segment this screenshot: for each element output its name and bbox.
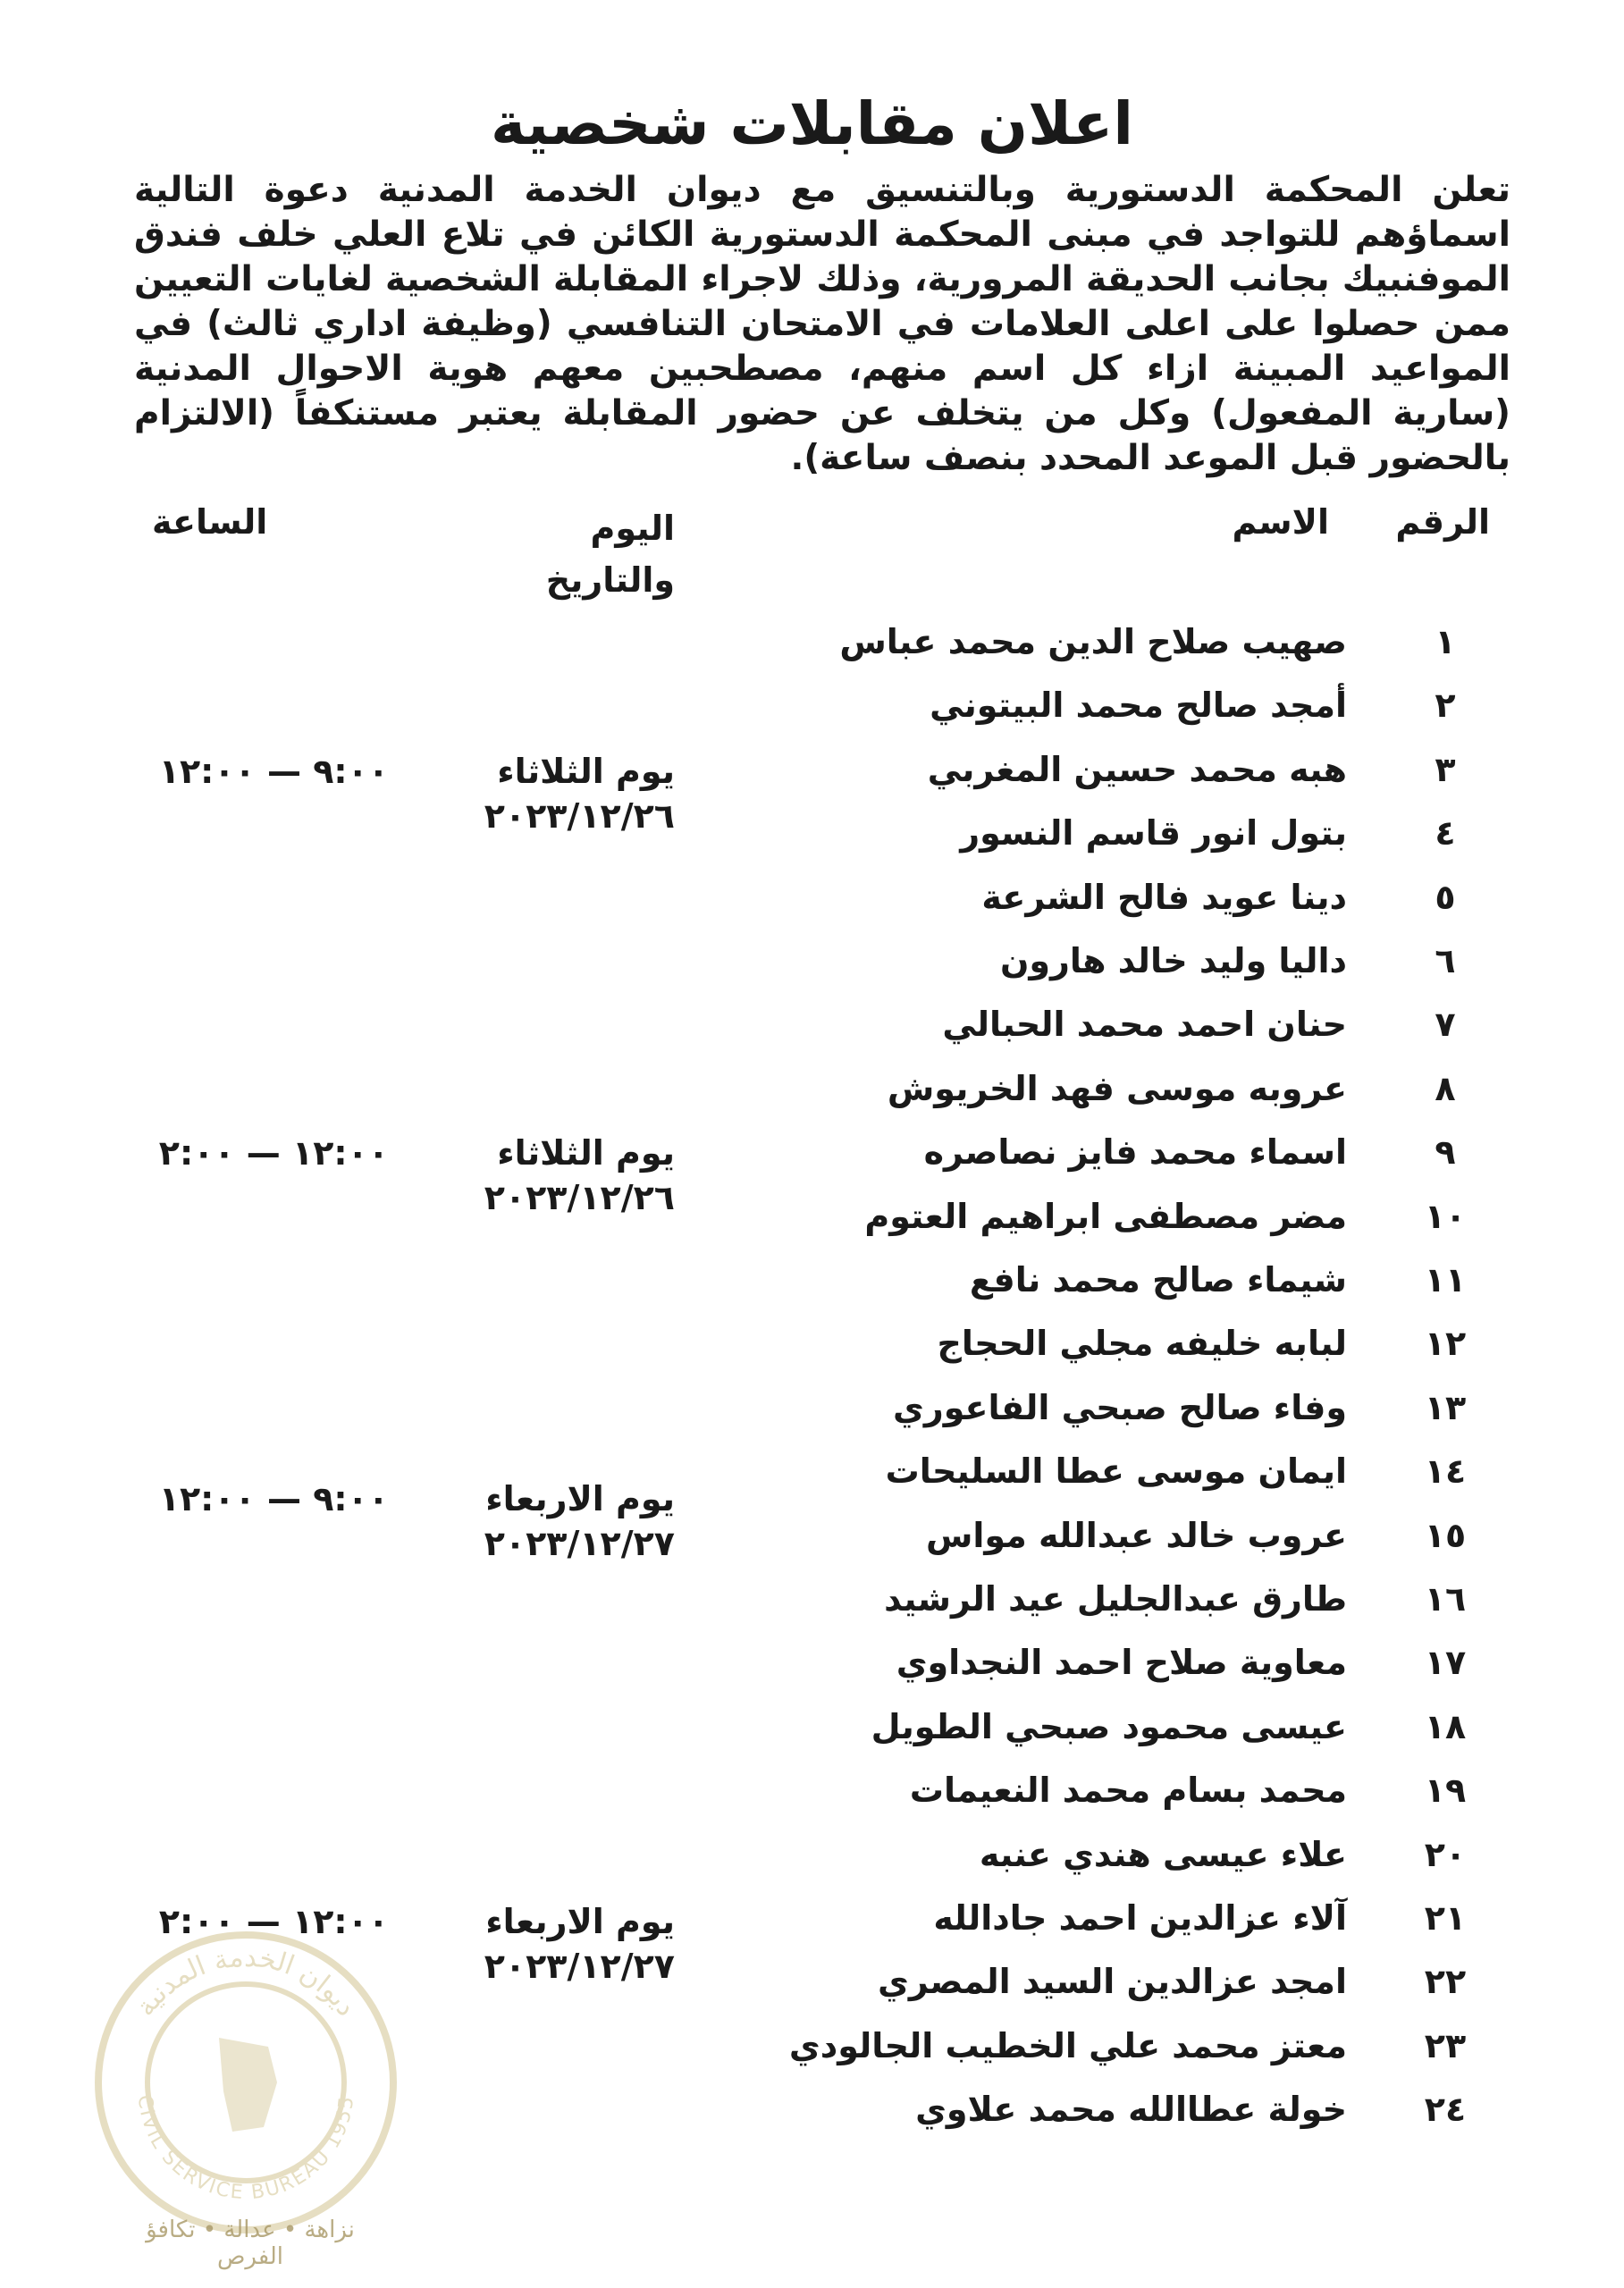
table-row bbox=[677, 678, 1481, 732]
table-row bbox=[677, 1125, 1481, 1179]
table-row bbox=[677, 1190, 1481, 1243]
table-row bbox=[677, 1955, 1481, 2008]
row-name: لبابه خليفه مجلي الحجاج bbox=[937, 1324, 1347, 1364]
row-number: ٤ bbox=[1435, 813, 1456, 854]
intro-paragraph: تعلن المحكمة الدستورية وبالتنسيق مع ديوان الخدمة المدنية دعوة التالية اسماؤهم للتواجد في مبنى المحكمة الدستورية الكائن في تلاع العلي خلف فندق الموفنبيك بجانب الحديقة المرورية، وذلك لاجراء المقابلة الشخصية لغايات التعيين ممن حصلوا على اعلى العلامات في الامتحان التنافسي (وظيفة اداري ثالث) في المواعيد المبينة ازاء كل اسم منهم، مصطحبين معهم هوية الاحوال المدنية (سارية المفعول) وكل من يتخلف عن حضور المقابلة يعتبر مستنكفاً (الالتزام بالحضور قبل الموعد المحدد بنصف ساعة). bbox=[134, 170, 1510, 478]
row-name: أمجد صالح محمد البيتوني bbox=[930, 686, 1347, 726]
row-name: ايمان موسى عطا السليحات bbox=[885, 1451, 1347, 1492]
civil-service-bureau-seal bbox=[85, 1913, 407, 2252]
row-number: ٢٤ bbox=[1424, 2090, 1467, 2130]
table-row bbox=[677, 1381, 1481, 1434]
table-row bbox=[677, 1253, 1481, 1307]
table-row bbox=[677, 1316, 1481, 1370]
row-name: امجد عزالدين السيد المصري bbox=[878, 1962, 1347, 2002]
row-number: ٢٠ bbox=[1424, 1834, 1467, 1874]
schedule-slot bbox=[139, 749, 675, 838]
row-number: ٦ bbox=[1435, 941, 1456, 980]
row-name: صهيب صلاح الدين محمد عباس bbox=[839, 622, 1347, 661]
jordan-map-icon bbox=[219, 2038, 277, 2132]
row-name: عيسى محمود صبحي الطويل bbox=[871, 1706, 1347, 1746]
row-name: هبه محمد حسين المغربي bbox=[927, 749, 1347, 789]
row-name: حنان احمد محمد الحبالي bbox=[942, 1005, 1347, 1045]
row-name: وفاء صالح صبحي الفاعوري bbox=[893, 1387, 1347, 1427]
row-number: ١٠ bbox=[1424, 1196, 1467, 1236]
table-row bbox=[677, 615, 1481, 669]
row-name: معتز محمد علي الخطيب الجالودي bbox=[788, 2025, 1347, 2065]
row-number: ١٧ bbox=[1424, 1643, 1467, 1683]
row-number: ٨ bbox=[1435, 1068, 1456, 1108]
table-row bbox=[677, 1763, 1481, 1817]
row-number: ٣ bbox=[1435, 749, 1456, 789]
slot-day: يوم الاربعاء bbox=[485, 1479, 675, 1518]
row-number: ١٤ bbox=[1424, 1451, 1467, 1492]
row-number: ١٥ bbox=[1424, 1515, 1467, 1555]
row-number: ٢٣ bbox=[1424, 2025, 1467, 2065]
row-number: ١٣ bbox=[1424, 1387, 1467, 1427]
row-name: داليا وليد خالد هارون bbox=[999, 941, 1347, 980]
table-row bbox=[677, 1572, 1481, 1626]
row-name: آلاء عزالدين احمد جادالله bbox=[933, 1898, 1347, 1938]
row-number: ١٨ bbox=[1424, 1706, 1467, 1746]
table-row bbox=[677, 806, 1481, 860]
row-number: ٢ bbox=[1435, 686, 1456, 726]
row-number: ١٢ bbox=[1424, 1324, 1467, 1364]
table-row bbox=[677, 1509, 1481, 1562]
table-row bbox=[677, 1700, 1481, 1754]
table-row bbox=[677, 871, 1481, 924]
seal-arabic-ring: ديوان الخدمة المدنية bbox=[130, 1941, 363, 2023]
slot-day: يوم الاربعاء bbox=[485, 1902, 675, 1941]
slot-time: ١٢:٠٠ — ٢:٠٠ bbox=[158, 1133, 389, 1173]
row-name: معاوية صلاح احمد النجداوي bbox=[896, 1643, 1347, 1683]
table-row bbox=[677, 997, 1481, 1051]
row-number: ١ bbox=[1435, 622, 1456, 661]
row-name: علاء عيسى هندي عنبه bbox=[979, 1834, 1347, 1874]
row-number: ١٩ bbox=[1424, 1771, 1467, 1811]
seal-english-ring: CIVIL SERVICE BUREAU 1955 bbox=[132, 2093, 359, 2205]
row-number: ١٦ bbox=[1424, 1579, 1467, 1619]
slot-date: ٢٠٢٣/١٢/٢٧ bbox=[484, 1524, 675, 1563]
row-name: عروبه موسى فهد الخريوش bbox=[887, 1068, 1347, 1108]
slot-time: ٩:٠٠ — ١٢:٠٠ bbox=[158, 1479, 389, 1518]
table-row bbox=[677, 1828, 1481, 1881]
row-number: ٥ bbox=[1435, 877, 1456, 917]
row-name: دينا عويد فالح الشرعة bbox=[981, 877, 1347, 917]
header-day-date: اليوم والتاريخ bbox=[545, 509, 675, 600]
table-row bbox=[677, 1891, 1481, 1945]
row-name: مضر مصطفى ابراهيم العتوم bbox=[864, 1196, 1347, 1236]
table-row bbox=[677, 2019, 1481, 2073]
row-number: ١١ bbox=[1424, 1260, 1467, 1300]
row-name: شيماء صالح محمد نافع bbox=[969, 1260, 1347, 1300]
header-name: الاسم bbox=[1232, 502, 1329, 542]
table-row bbox=[677, 743, 1481, 796]
slot-day: يوم الثلاثاء bbox=[497, 752, 675, 791]
schedule-slot bbox=[139, 1131, 675, 1220]
table-row bbox=[677, 1062, 1481, 1115]
row-name: خولة عطاالله محمد علاوي bbox=[915, 2090, 1347, 2130]
seal-motto: نزاهة • عدالة • تكافؤ الفرص bbox=[146, 2216, 355, 2270]
row-name: محمد بسام محمد النعيمات bbox=[909, 1771, 1347, 1811]
schedule-slot bbox=[139, 1476, 675, 1566]
header-time: الساعة bbox=[152, 502, 268, 542]
slot-date: ٢٠٢٣/١٢/٢٧ bbox=[484, 1947, 675, 1986]
row-name: طارق عبدالجليل عيد الرشيد bbox=[884, 1579, 1347, 1619]
row-name: اسماء محمد فايز نصاصره bbox=[923, 1132, 1347, 1173]
slot-day: يوم الثلاثاء bbox=[497, 1133, 675, 1173]
row-name: عروب خالد عبدالله مواس bbox=[925, 1515, 1347, 1555]
slot-date: ٢٠٢٣/١٢/٢٦ bbox=[484, 796, 675, 836]
row-number: ٢٢ bbox=[1424, 1962, 1467, 2002]
slot-date: ٢٠٢٣/١٢/٢٦ bbox=[484, 1178, 675, 1217]
row-number: ٩ bbox=[1435, 1132, 1456, 1173]
table-row bbox=[677, 1444, 1481, 1498]
slot-time: ٩:٠٠ — ١٢:٠٠ bbox=[158, 752, 389, 791]
row-number: ٢١ bbox=[1424, 1898, 1467, 1938]
table-row bbox=[677, 934, 1481, 988]
page-title: اعلان مقابلات شخصية bbox=[491, 89, 1133, 158]
table-row bbox=[677, 1636, 1481, 1689]
row-name: بتول انور قاسم النسور bbox=[960, 813, 1347, 854]
table-row bbox=[677, 2082, 1481, 2136]
row-number: ٧ bbox=[1435, 1005, 1456, 1045]
header-number: الرقم bbox=[1395, 502, 1490, 542]
slot-time: ١٢:٠٠ — ٢:٠٠ bbox=[158, 1902, 389, 1941]
